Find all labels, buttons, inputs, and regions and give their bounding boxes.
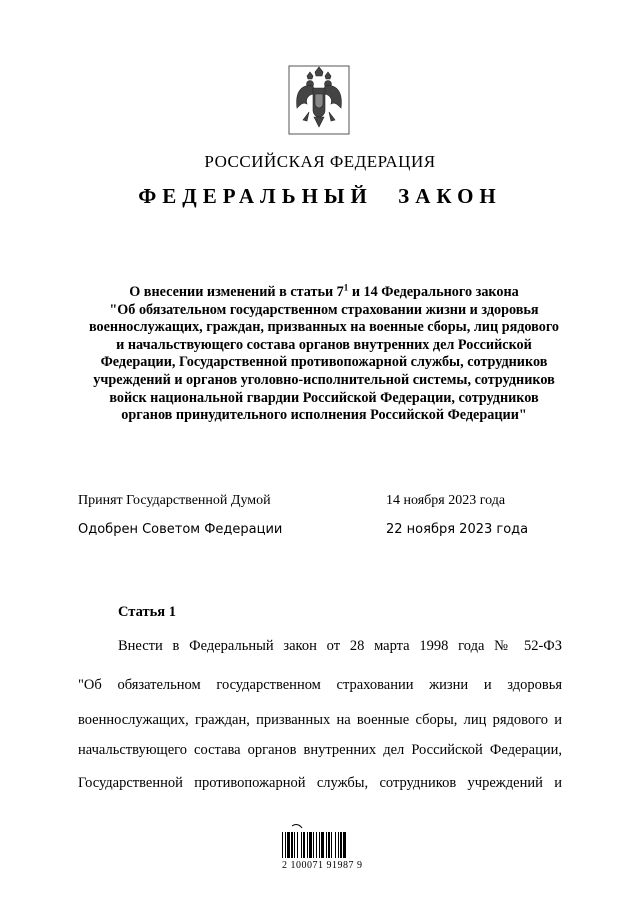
barcode-bar (331, 832, 332, 858)
article-text-line: начальствующего состава органов внутренних дел Российской Федерации, (78, 742, 562, 758)
barcode-bar (313, 832, 314, 858)
adoption-council-label: Одобрен Советом Федерации (78, 522, 283, 537)
law-title-line1-start: О внесении изменений в статьи 7 (129, 284, 344, 300)
adoption-duma-date: 14 ноября 2023 года (386, 493, 506, 508)
law-title-superscript: 1 (343, 282, 349, 293)
barcode-bar (301, 832, 302, 858)
article-text-line: Внести в Федеральный закон от 28 марта 1998 года № 52-ФЗ (118, 638, 562, 654)
law-title (84, 284, 564, 425)
law-title-rest: "Об обязательном государственном страховании жизни и здоровья военнослужащих, граждан, призванных на военные сборы, лиц рядового и начальствующего состава органов внутренних дел Российской Федерации, Государственной противопожарной службы, сотрудников учреждений и органов уголовно-исполнительной системы, сотрудников войск национальной гвардии Российской Федерации, сотрудников органов принудительного исполнения Российской Федерации" (88, 301, 560, 424)
barcode-bar (328, 832, 330, 858)
barcode-bar (287, 832, 290, 858)
barcode-bar (307, 832, 308, 858)
article-heading: Статья 1 (118, 604, 176, 620)
country-name: РОССИЙСКАЯ ФЕДЕРАЦИЯ (204, 152, 436, 171)
barcode-bar (297, 832, 298, 858)
barcode-bar (309, 832, 312, 858)
barcode-bar (335, 832, 336, 858)
barcode-bar (340, 832, 342, 858)
barcode-bar (285, 832, 286, 858)
barcode-bar (294, 832, 295, 858)
adoption-council-date: 22 ноября 2023 года (386, 522, 529, 537)
barcode-icon (270, 822, 380, 882)
barcode-bar (343, 832, 346, 858)
barcode-bar (316, 832, 317, 858)
barcode-bar (321, 832, 324, 858)
article-text-line: военнослужащих, граждан, призванных на военные сборы, лиц рядового и (78, 712, 562, 728)
barcode-number: 2 100071 91987 9 (282, 860, 363, 871)
adoption-duma-label: Принят Государственной Думой (78, 493, 271, 508)
coat-of-arms-icon (287, 64, 351, 136)
barcode-bar (338, 832, 339, 858)
article-text-line: Государственной противопожарной службы, сотрудников учреждений и (78, 775, 562, 791)
barcode-bar (303, 832, 305, 858)
barcode-bar (326, 832, 327, 858)
document-type: ФЕДЕРАЛЬНЫЙ ЗАКОН (138, 184, 502, 208)
barcode-bar (282, 832, 283, 858)
barcode-bar (291, 832, 293, 858)
barcode-bar (319, 832, 320, 858)
article-text-line: "Об обязательном государственном страховании жизни и здоровья (78, 677, 562, 693)
law-title-line1-end: и 14 Федерального закона (348, 284, 519, 300)
